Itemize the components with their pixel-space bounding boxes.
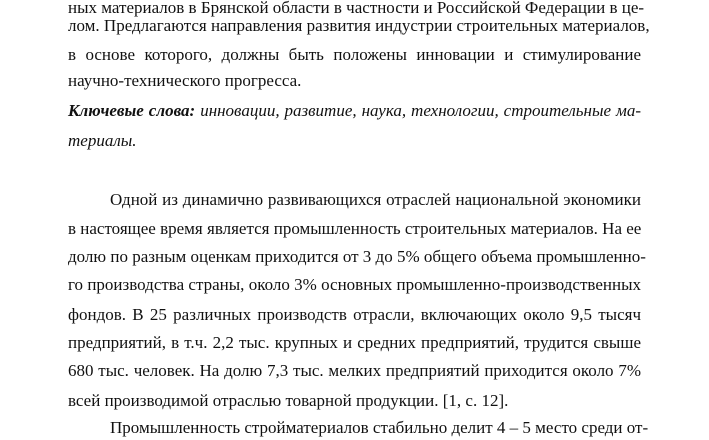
keywords-text: инновации, развитие, наука, технологии, строительные ма- — [200, 101, 642, 120]
paragraph-line: фондов. В 25 различных производств отрасли, включающих около 9,5 тысяч — [68, 305, 641, 324]
keywords-text-cont: териалы. — [68, 131, 137, 150]
keywords-label: Ключевые слова: — [68, 101, 196, 120]
abstract-line: в основе которого, должны быть положены инновации и стимулирование — [68, 45, 641, 64]
paragraph-line: предприятий, в т.ч. 2,2 тыс. крупных и средних предприятий, трудится свыше — [68, 333, 641, 352]
paragraph-line: Промышленность стройматериалов стабильно делит 4 – 5 место среди от- — [110, 418, 649, 437]
paragraph-line: в настоящее время является промышленность строительных материалов. На ее — [68, 219, 642, 238]
paragraph-line: Одной из динамично развивающихся отраслей национальной экономики — [110, 190, 641, 209]
paragraph-line: го производства страны, около 3% основных промышленно-производственных — [68, 275, 641, 294]
paragraph-line: всей производимой отраслью товарной продукции. [1, с. 12]. — [68, 391, 509, 410]
abstract-line: ных материалов в Брянской области в частности и Российской Федерации в це- — [68, 0, 645, 17]
abstract-line: лом. Предлагаются направления развития индустрии строительных материалов, — [68, 16, 650, 35]
paragraph-line: долю по разным оценкам приходится от 3 до 5% общего объема промышленно- — [68, 247, 646, 266]
keywords-line — [68, 101, 641, 121]
abstract-line: научно-технического прогресса. — [68, 71, 302, 90]
paragraph-line: 680 тыс. человек. На долю 7,3 тыс. мелких предприятий приходится около 7% — [68, 361, 641, 380]
